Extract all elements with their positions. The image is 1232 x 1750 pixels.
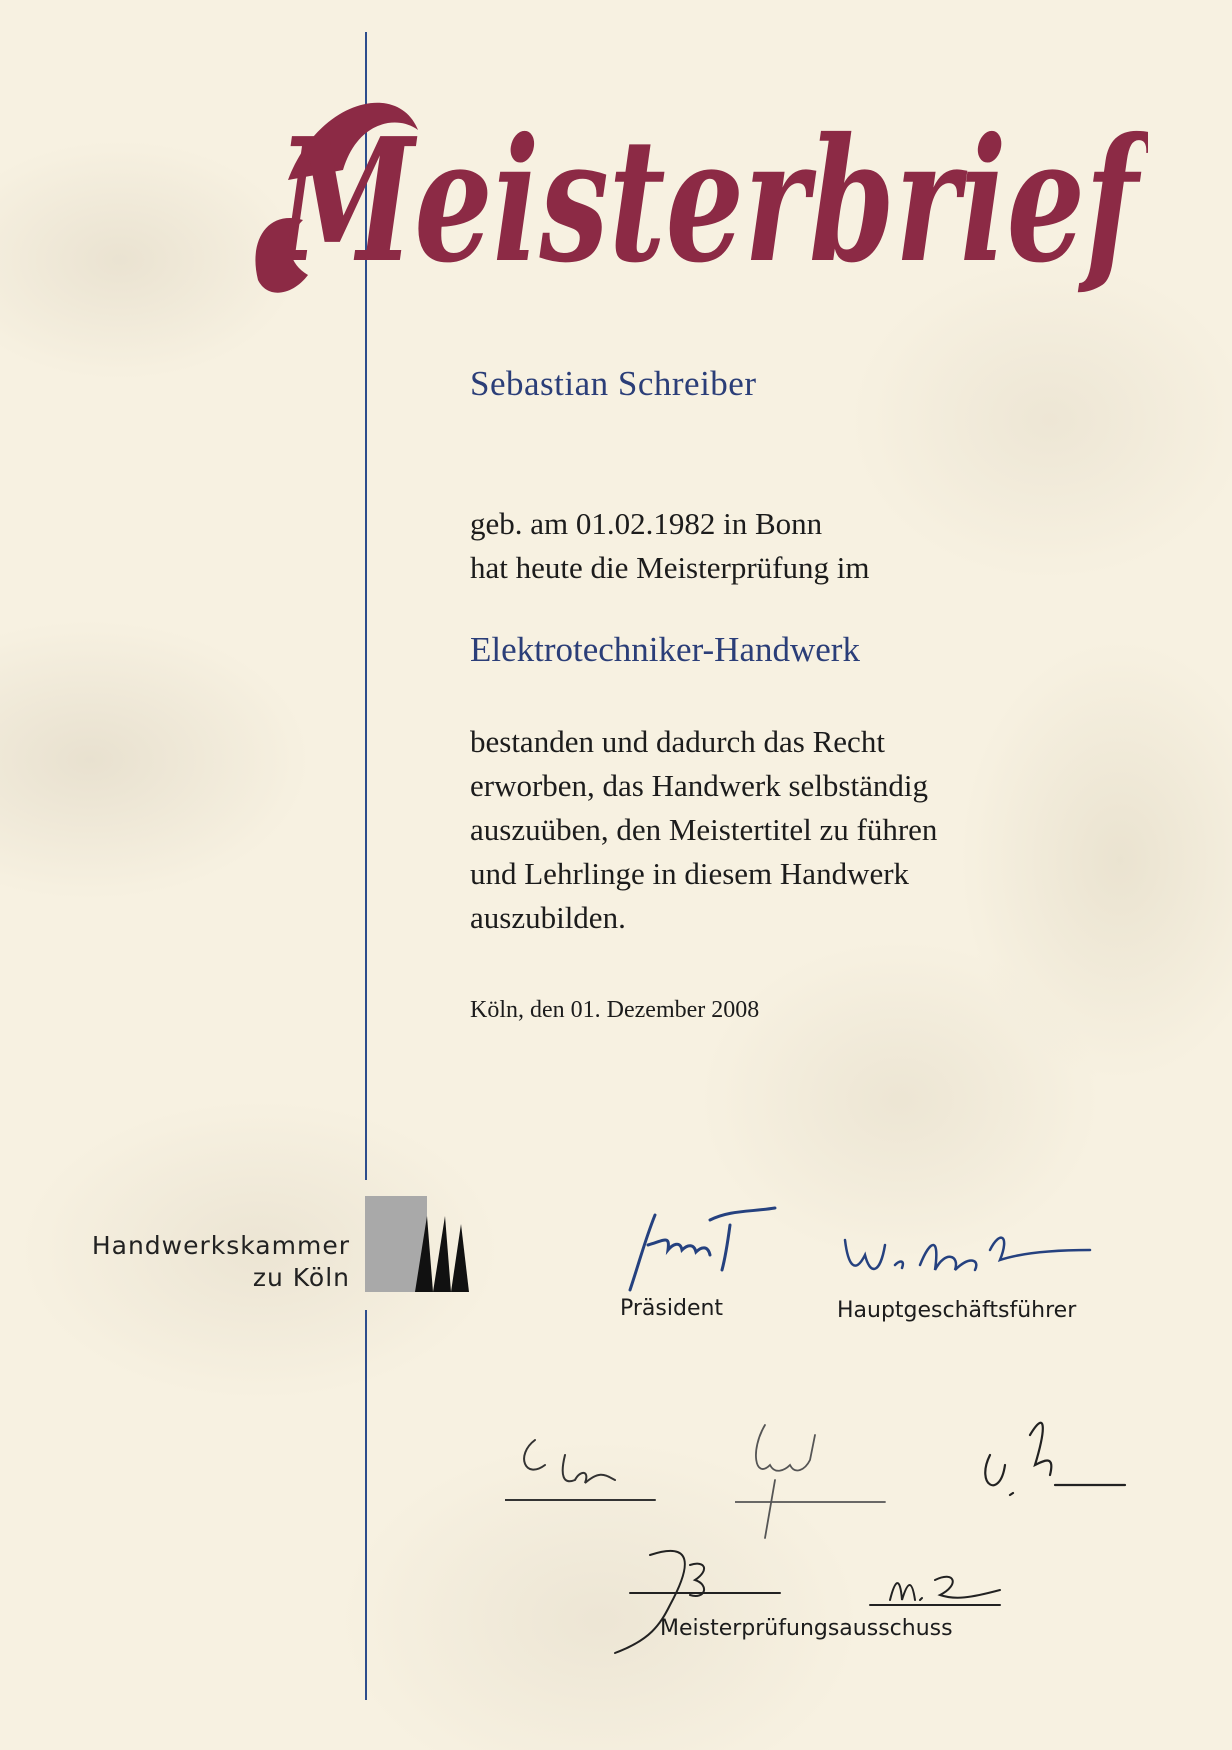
paragraph-line: und Lehrlinge in diesem Handwerk [470, 856, 910, 891]
birth-line: geb. am 01.02.1982 in Bonn [470, 506, 823, 541]
committee-signature-2 [735, 1420, 895, 1540]
president-signature [610, 1200, 780, 1295]
certificate-title [248, 60, 1148, 310]
managing-director-label: Hauptgeschäftsführer [837, 1298, 1077, 1323]
committee-label: Meisterprüfungsausschuss [660, 1616, 953, 1641]
committee-signature-3 [975, 1405, 1135, 1505]
place-date: Köln, den 01. Dezember 2008 [470, 997, 760, 1023]
title-text: Meisterbrief [274, 101, 1148, 301]
paragraph-line: erworben, das Handwerk selbständig [470, 768, 928, 803]
paragraph-line: bestanden und dadurch das Recht [470, 724, 885, 759]
issuer-name-line2: zu Köln [252, 1263, 350, 1292]
exam-line: hat heute die Meisterprüfung im [470, 550, 870, 585]
president-label: Präsident [620, 1296, 724, 1321]
managing-director-signature [840, 1220, 1100, 1290]
paragraph-line: auszubilden. [470, 900, 626, 935]
paragraph-line: auszuüben, den Meistertitel zu führen [470, 812, 938, 847]
chamber-logo [365, 1196, 475, 1292]
committee-signature-1 [505, 1425, 665, 1505]
vertical-rule-bottom [365, 1310, 367, 1700]
committee-signature-5 [860, 1560, 1020, 1620]
rights-paragraph [470, 720, 937, 940]
trade-name: Elektrotechniker-Handwerk [470, 630, 860, 669]
issuer-name [80, 1230, 350, 1294]
birth-info [470, 502, 869, 590]
issuer-name-line1: Handwerkskammer [91, 1231, 350, 1260]
recipient-name: Sebastian Schreiber [470, 364, 757, 403]
